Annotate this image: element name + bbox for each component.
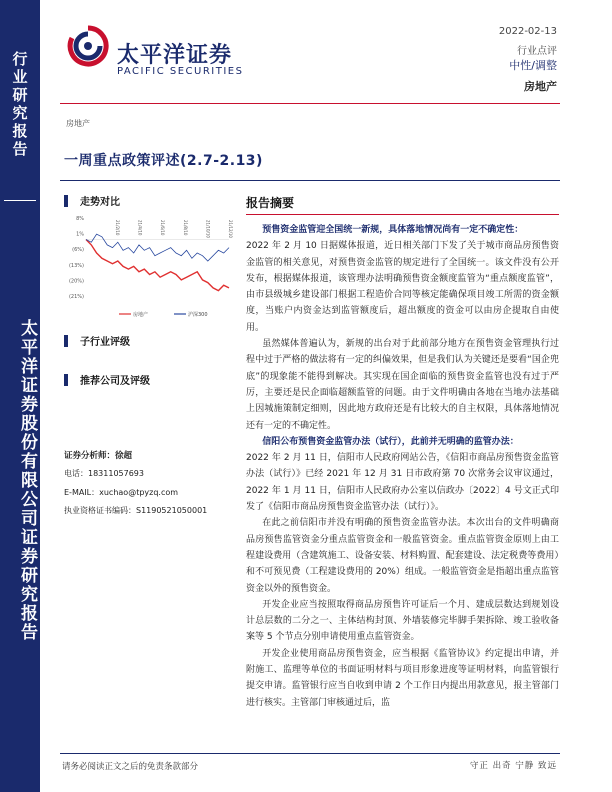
heading-marker: [64, 374, 68, 386]
report-type: 行业点评: [517, 46, 557, 57]
report-category-vertical: 行业研究报告: [10, 51, 29, 159]
industry-rating-heading: 子行业评级: [64, 333, 130, 348]
heading-marker: [64, 195, 68, 207]
analyst-line: 证券分析师：徐超: [64, 451, 133, 461]
sector-label: 房地产: [524, 80, 557, 93]
analyst-license: 执业资格证书编码：S1190521050001: [64, 506, 208, 515]
trend-heading: 走势对比: [64, 193, 120, 208]
y-tick-label: 8%: [76, 216, 84, 222]
highlight-2: 信阳公布预售资金监管办法（试行），此前并无明确的监管办法：: [262, 436, 519, 447]
x-tick-label: 21/6/10: [160, 220, 166, 236]
x-tick-label: 21/10/10: [205, 220, 211, 238]
summary-heading: 报告摘要: [246, 196, 295, 210]
legend-label: 沪深300: [188, 312, 208, 318]
x-tick-label: 21/4/10: [137, 220, 143, 236]
report-title: 一周重点政策评述(2.7-2.13): [64, 153, 263, 169]
paragraph-6: 开发企业使用商品房预售资金，应当根据《监管协议》约定提出申请，并附施工、监理等单位的书面证明材料与项目形象进度等证明材料，向监管银行提交申请。监管银行应当自收到申请 2 个工作日内提出用款意见，报主管部门进行核实。主管部门审核通过后，监: [246, 648, 559, 708]
trend-chart: [64, 212, 234, 322]
paragraph-5: 开发企业应当按照取得商品房预售许可证后一个月、建成层数达到规划设计总层数的二分之一、主体结构封顶、外墙装修完毕脚手架拆除、竣工验收备案等 5 个节点分别申请使用重点监管资金。: [246, 599, 559, 643]
report-date: 2022-02-13: [498, 26, 557, 37]
logo-text-cn: 太平洋证券: [117, 43, 233, 68]
x-tick-label: 21/12/10: [228, 220, 233, 238]
y-tick-label: (6%): [72, 247, 84, 254]
summary-body: [246, 222, 559, 711]
sector-tag: 房地产: [66, 119, 90, 128]
paragraph-1: 2022 年 2 月 10 日据媒体报道，近日相关部门下发了关于城市商品房预售资金监管的相关意见，对预售资金监管的规定进行了全国统一。该文件没有公开发布，根据媒体报道，该管理办法明确预售资金额度监管为“重点额度监管”，由市县级城乡建设部门根据工程造价合同等核定能确保项目竣工所需的资金额度，当账户内资金达到监管额度后，超出额度的资金可以由房企提取自由使用。: [246, 241, 559, 333]
y-tick-label: (21%): [68, 294, 84, 300]
band-divider: [4, 200, 36, 201]
summary-rule: [246, 214, 559, 215]
pacific-logo-icon: [66, 24, 110, 68]
y-tick-label: 1%: [76, 231, 84, 238]
series-line-2: [86, 234, 229, 261]
highlight-1: 预售资金监管迎全国统一新规，具体落地情况尚有一定不确定性：: [262, 225, 524, 235]
logo-text-en: PACIFIC SECURITIES: [117, 66, 244, 77]
paragraph-4: 在此之前信阳市并没有明确的预售资金监管办法。本次出台的文件明确商品房预售监管资金分重点监管资金和一般监管资金。重点监管资金原则上由工程建设费用（含建筑施工、设备安装、材料购置、配套建设、法定税费等费用）和不可预见费（工程建设费用的 20%）组成。一般监管资金是指超出重点监管资金以外的预售资金。: [246, 518, 559, 594]
industry-rating: 中性/调整: [509, 59, 557, 72]
y-tick-label: (13%): [68, 262, 84, 269]
legend-label: 房地产: [133, 312, 149, 318]
disclaimer-note: 请务必阅读正文之后的免责条款部分: [62, 762, 199, 772]
paragraph-3: 2022 年 2 月 11 日，信阳市人民政府网站公告，《信阳市商品房预售资金监管办法（试行）》已经 2021 年 12 月 31 日市政府第 70 次常务会议审议通过，2022 年 1 月 11 日，信阳市人民政府办公室以信政办〔2022〕4 号文正式印发了《信阳市商品房预售资金监管办法（试行）》。: [246, 453, 559, 513]
company-name-vertical: 太平洋证券股份有限公司证券研究报告: [17, 318, 37, 642]
footer-rule: [60, 753, 560, 754]
title-rule: [60, 180, 560, 181]
series-line-1: [86, 240, 229, 291]
y-tick-label: (20%): [68, 278, 84, 285]
heading-marker: [64, 335, 68, 347]
x-tick-label: 21/8/10: [182, 220, 188, 236]
company-motto: 守正 出奇 宁静 致远: [469, 761, 557, 771]
companies-heading: 推荐公司及评级: [64, 372, 150, 387]
header-rule: [60, 103, 560, 104]
analyst-email[interactable]: E-MAIL：xuchao@tpyzq.com: [64, 488, 179, 497]
analyst-phone: 电话：18311057693: [64, 469, 144, 478]
x-tick-label: 21/2/10: [115, 220, 120, 236]
paragraph-2: 虽然媒体普遍认为，新规的出台对于此前部分地方在预售资金管理执行过程中过于严格的做法将有一定的纠偏效果，但是我们认为关键还是要看“国企兜底”的现象能不能得到解决。其实现在国企面临的预售资金监管也没有过于严厉，主要还是民企面临超额监管的问题。由于文件明确由各地在当地办法基础上因城施策制定细则，因此地方政府还是有比较大的自主权限，具体落地情况还有一定的不确定性。: [246, 339, 559, 431]
